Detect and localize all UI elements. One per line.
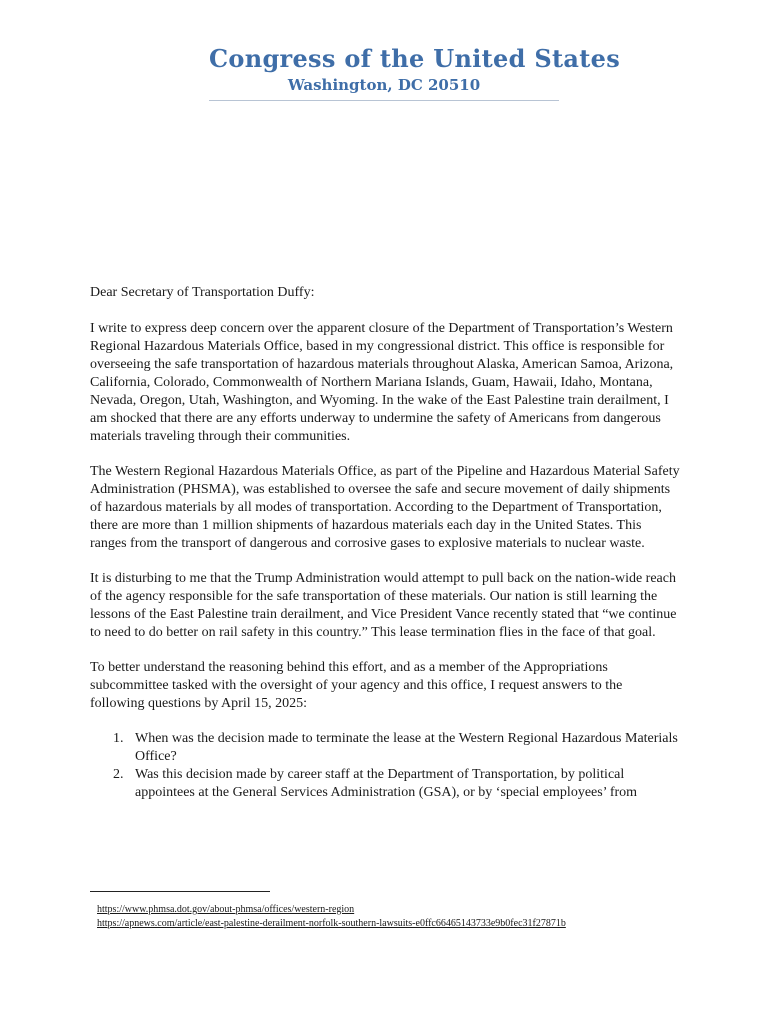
paragraph: I write to express deep concern over the apparent closure of the Department of Transportation’s Western Regional Hazardous Materials Office, based in my congressional district. This office is responsible for overseeing the safe transportation of hazardous materials throughout Alaska, American Samoa, Arizona, California, Colorado, Commonwealth of Northern Mariana Islands, Guam, Hawaii, Idaho, Montana, Nevada, Oregon, Utah, Washington, and Wyoming. In the wake of the East Palestine train derailment, I am shocked that there are any efforts underway to undermine the safety of Americans from dangerous materials traveling through their communities. [90,321,674,444]
letterhead-rule [209,100,559,101]
letterhead [209,44,621,104]
salutation: Dear Secretary of Transportation Duffy: [90,285,315,300]
question-text: Was this decision made by career staff at the Department of Transportation, by political appointees at the General Services Administration (GSA), or by ‘special employees’ from [135,767,638,800]
letterhead-subtitle: Washington, DC 20510 [287,76,481,94]
question-list [90,730,680,802]
question-number: 1. [113,731,124,746]
question-number: 2. [113,767,124,782]
question-text: When was the decision made to terminate the lease at the Western Regional Hazardous Materials Office? [135,731,678,764]
footnote-link[interactable]: https://www.phmsa.dot.gov/about-phmsa/offices/western-region [97,904,355,915]
footnote-separator [90,891,270,892]
letter-body [90,284,680,802]
letterhead-title: Congress of the United States [209,44,621,73]
paragraph: The Western Regional Hazardous Materials Office, as part of the Pipeline and Hazardous Material Safety Administration (PHSMA), was established to oversee the safe and secure movement of daily shipments of hazardous materials by all modes of transportation. According to the Department of Transportation, there are more than 1 million shipments of hazardous materials each day in the United States. This ranges from the transport of dangerous and corrosive gases to explosive materials to nuclear waste. [90,464,680,551]
question-item [90,766,680,802]
footnotes [97,903,566,931]
question-item [90,730,680,766]
paragraph: It is disturbing to me that the Trump Administration would attempt to pull back on the nation-wide reach of the agency responsible for the safe transportation of these materials. Our nation is still learning the lessons of the East Palestine train derailment, and Vice President Vance recently stated that “we continue to need to do better on rail safety in this country.” This lease termination flies in the face of that goal. [90,571,677,640]
footnote-link[interactable]: https://apnews.com/article/east-palestine-derailment-norfolk-southern-lawsuits-e0ffc66465143733e9b0fec31f27871b [97,918,566,929]
paragraph: To better understand the reasoning behind this effort, and as a member of the Appropriations subcommittee tasked with the oversight of your agency and this office, I request answers to the following questions by April 15, 2025: [90,660,623,711]
